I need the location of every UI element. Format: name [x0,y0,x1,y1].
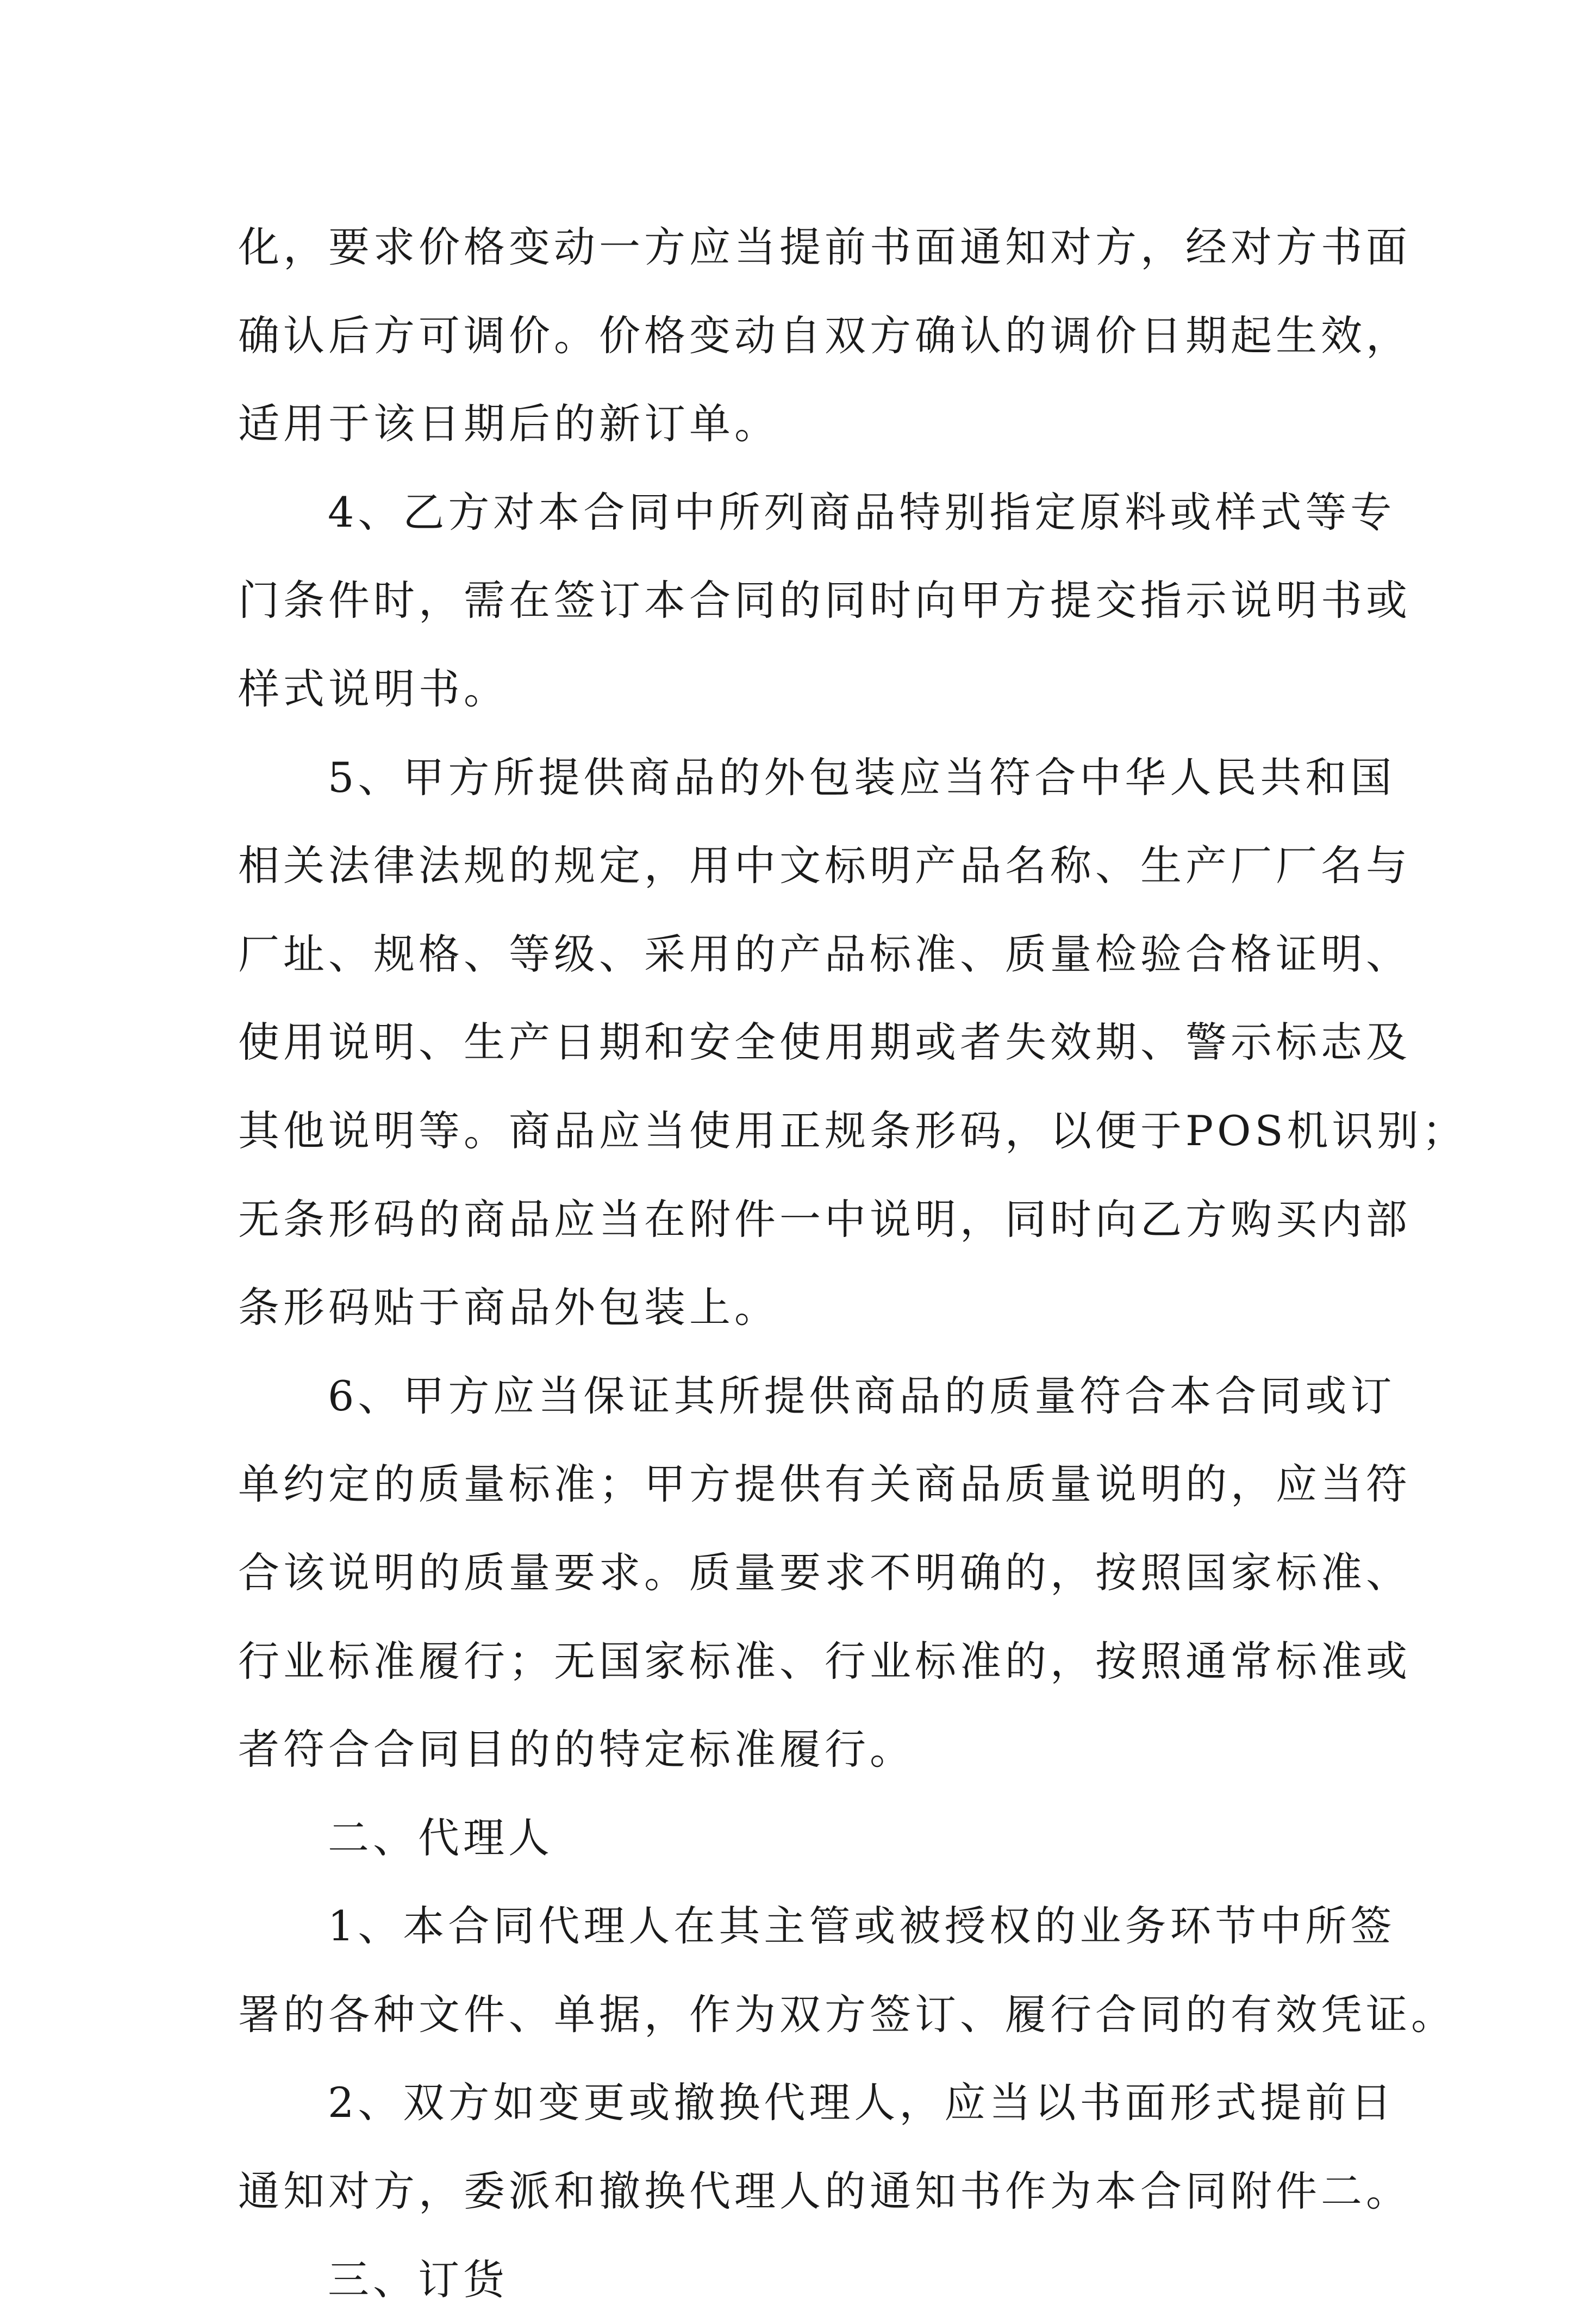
paragraph-start-line: 6、甲方应当保证其所提供商品的质量符合本合同或订 [328,1371,1396,1420]
text-line: 者符合合同目的的特定标准履行。 [238,1725,915,1774]
text-line: 使用说明、生产日期和安全使用期或者失效期、警示标志及 [238,1018,1411,1067]
section-heading: 三、订货 [328,2255,508,2304]
text-line: 相关法律法规的规定，用中文标明产品名称、生产厂厂名与 [238,841,1411,890]
section-heading: 二、代理人 [328,1813,553,1862]
text-line: 确认后方可调价。价格变动自双方确认的调价日期起生效， [238,311,1411,360]
paragraph-start-line: 5、甲方所提供商品的外包装应当符合中华人民共和国 [328,753,1396,802]
text-line: 门条件时，需在签订本合同的同时向甲方提交指示说明书或 [238,576,1411,625]
paragraph-start-line: 2、双方如变更或撤换代理人，应当以书面形式提前日 [328,2078,1396,2127]
text-line: 无条形码的商品应当在附件一中说明，同时向乙方购买内部 [238,1195,1411,1244]
text-line: 化，要求价格变动一方应当提前书面通知对方，经对方书面 [238,223,1411,271]
text-line: 署的各种文件、单据，作为双方签订、履行合同的有效凭证。 [238,1990,1456,2039]
text-line: 其他说明等。商品应当使用正规条形码，以便于POS机识别； [238,1106,1468,1155]
text-line: 条形码贴于商品外包装上。 [238,1283,779,1332]
text-line: 适用于该日期后的新订单。 [238,399,779,448]
text-line: 厂址、规格、等级、采用的产品标准、质量检验合格证明、 [238,929,1411,978]
paragraph-start-line: 1、本合同代理人在其主管或被授权的业务环节中所签 [328,1902,1396,1951]
text-line: 通知对方，委派和撤换代理人的通知书作为本合同附件二。 [238,2167,1411,2216]
text-line: 行业标准履行；无国家标准、行业标准的，按照通常标准或 [238,1636,1411,1685]
text-line: 样式说明书。 [238,664,509,713]
text-line: 单约定的质量标准；甲方提供有关商品质量说明的，应当符 [238,1460,1411,1509]
paragraph-start-line: 4、乙方对本合同中所列商品特别指定原料或样式等专 [328,488,1396,536]
document-body [238,203,1468,2324]
text-line: 合该说明的质量要求。质量要求不明确的，按照国家标准、 [238,1548,1411,1597]
